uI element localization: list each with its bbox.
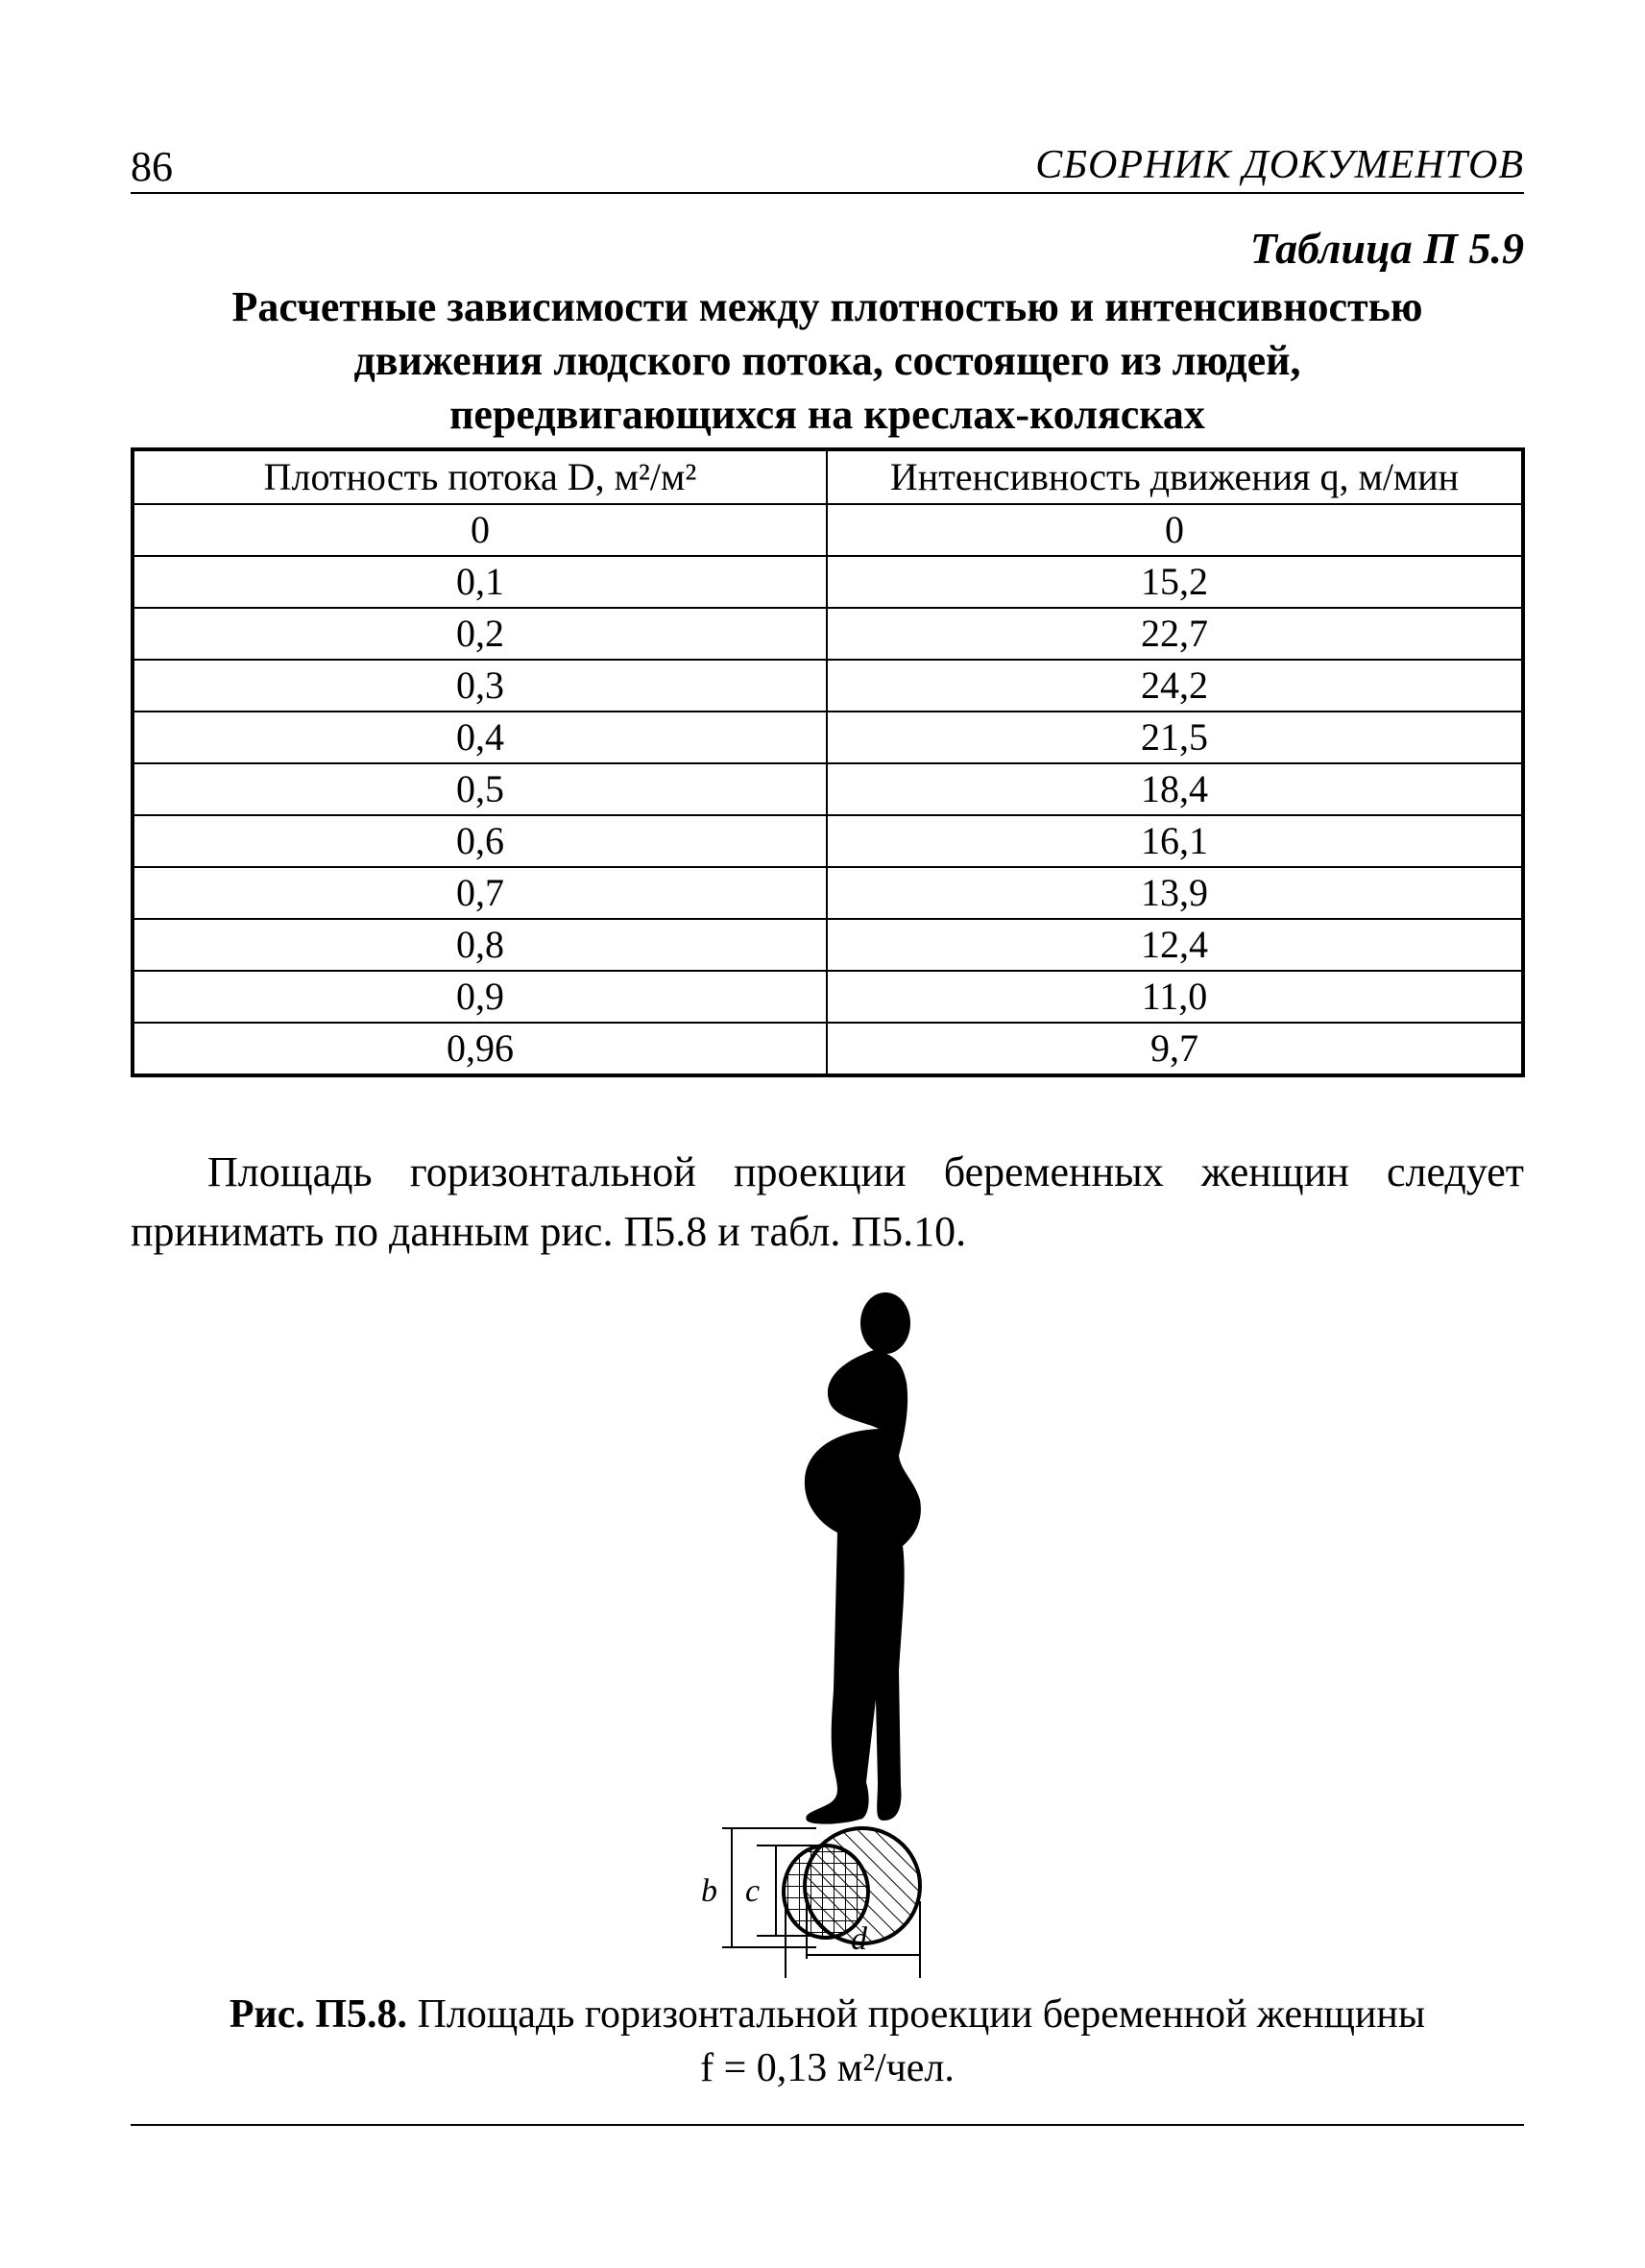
cell-density: 0,4 xyxy=(133,712,827,763)
table-row xyxy=(133,712,1523,763)
cell-intensity: 0 xyxy=(827,504,1523,556)
cell-intensity: 9,7 xyxy=(827,1023,1523,1075)
dimension-label-b: b xyxy=(701,1873,717,1909)
table-title xyxy=(131,280,1524,442)
table-row xyxy=(133,763,1523,815)
table-row xyxy=(133,556,1523,608)
cell-density: 0,9 xyxy=(133,971,827,1023)
cell-density: 0 xyxy=(133,504,827,556)
cell-intensity: 18,4 xyxy=(827,763,1523,815)
woman-silhouette xyxy=(805,1292,921,1824)
table-header-row xyxy=(133,449,1523,504)
running-head: СБОРНИК ДОКУМЕНТОВ xyxy=(1035,143,1524,187)
pregnant-woman-figure xyxy=(672,1287,980,1978)
body-paragraph xyxy=(131,1143,1524,1262)
cell-intensity: 21,5 xyxy=(827,712,1523,763)
table-row xyxy=(133,1023,1523,1075)
caption-line xyxy=(131,1988,1524,2041)
header-rule xyxy=(131,192,1524,194)
table-row xyxy=(133,971,1523,1023)
cell-density: 0,5 xyxy=(133,763,827,815)
cell-intensity: 24,2 xyxy=(827,660,1523,712)
cell-intensity: 11,0 xyxy=(827,971,1523,1023)
figure-caption xyxy=(131,1988,1524,2095)
cell-intensity: 16,1 xyxy=(827,815,1523,867)
cell-intensity: 15,2 xyxy=(827,556,1523,608)
table-title-line: движения людского потока, состоящего из людей, xyxy=(353,337,1301,384)
data-table xyxy=(131,447,1525,1077)
cell-density: 0,96 xyxy=(133,1023,827,1075)
table-title-line: передвигающихся на креслах-колясках xyxy=(449,391,1205,438)
caption-formula: f = 0,13 м²/чел. xyxy=(700,2046,955,2090)
caption-text: Площадь горизонтальной проекции беременной женщины xyxy=(407,1992,1426,2037)
cell-density: 0,6 xyxy=(133,815,827,867)
table-label: Таблица П 5.9 xyxy=(1249,224,1524,273)
table-row xyxy=(133,867,1523,919)
table-title-line: Расчетные зависимости между плотностью и интенсивностью xyxy=(231,283,1423,330)
caption-label: Рис. П5.8. xyxy=(229,1992,408,2037)
cell-density: 0,1 xyxy=(133,556,827,608)
cell-density: 0,8 xyxy=(133,919,827,971)
dimension-label-d: d xyxy=(851,1921,867,1957)
cell-density: 0,3 xyxy=(133,660,827,712)
table-row xyxy=(133,608,1523,660)
cell-density: 0,2 xyxy=(133,608,827,660)
footer-rule xyxy=(131,2124,1524,2126)
table-row xyxy=(133,815,1523,867)
table-row xyxy=(133,660,1523,712)
body-paragraph-text: Площадь горизонтальной проекции беременных женщин следует принимать по данным рис. П5.8 и табл. П5.10. xyxy=(131,1148,1524,1255)
cell-density: 0,7 xyxy=(133,867,827,919)
column-header-density: Плотность потока D, м²/м² xyxy=(133,449,827,504)
table-row xyxy=(133,919,1523,971)
cell-intensity: 12,4 xyxy=(827,919,1523,971)
column-header-intensity: Интенсивность движения q, м/мин xyxy=(827,449,1523,504)
cell-intensity: 22,7 xyxy=(827,608,1523,660)
dimension-label-c: c xyxy=(745,1873,761,1909)
table-row xyxy=(133,504,1523,556)
cell-intensity: 13,9 xyxy=(827,867,1523,919)
page-number: 86 xyxy=(131,143,173,190)
